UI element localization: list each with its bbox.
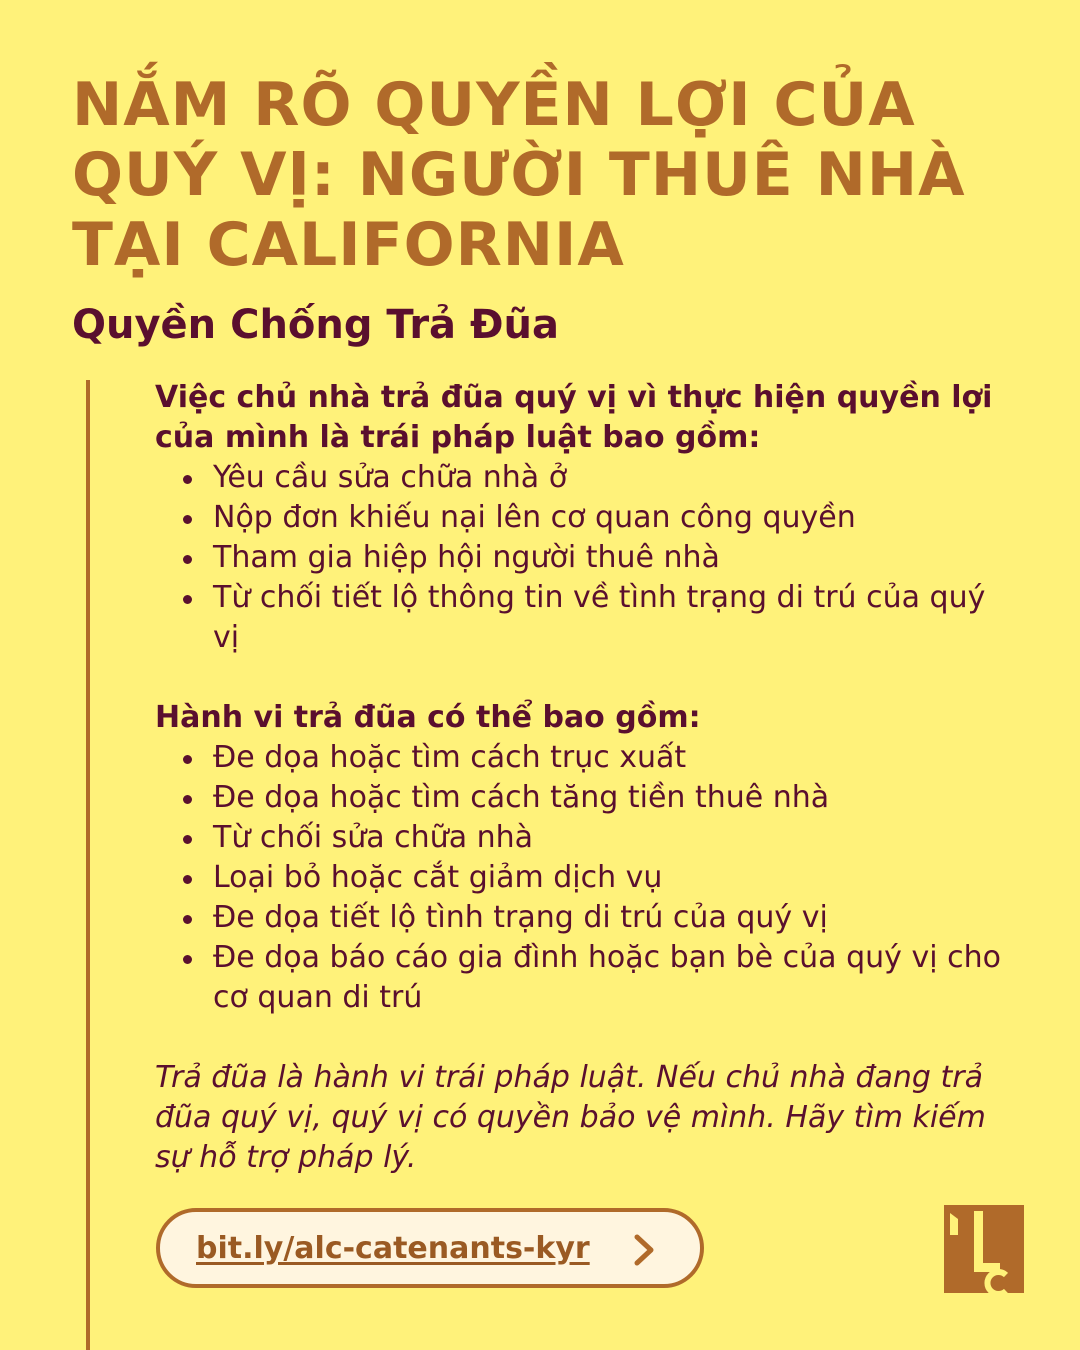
content-block [155, 378, 1005, 1178]
resource-link[interactable]: bit.ly/alc-catenants-kyr [196, 1230, 590, 1266]
alc-logo-icon [944, 1205, 1024, 1293]
list-item: Đe dọa hoặc tìm cách trục xuất [155, 738, 1005, 778]
section-heading: Quyền Chống Trả Đũa [72, 302, 559, 348]
vertical-divider [86, 380, 90, 1350]
list-item: Yêu cầu sửa chữa nhà ở [155, 458, 1005, 498]
section1-list [155, 458, 1005, 658]
chevron-right-icon [632, 1234, 656, 1266]
spacer [155, 1018, 1005, 1058]
list-item: Đe dọa hoặc tìm cách tăng tiền thuê nhà [155, 778, 1005, 818]
section2-lead: Hành vi trả đũa có thể bao gồm: [155, 700, 701, 735]
list-item: Nộp đơn khiếu nại lên cơ quan công quyền [155, 498, 1005, 538]
list-item: Đe dọa báo cáo gia đình hoặc bạn bè của quý vị cho cơ quan di trú [155, 938, 1005, 1018]
spacer [155, 658, 1005, 698]
list-item: Tham gia hiệp hội người thuê nhà [155, 538, 1005, 578]
list-item: Từ chối tiết lộ thông tin về tình trạng di trú của quý vị [155, 578, 1005, 658]
list-item: Loại bỏ hoặc cắt giảm dịch vụ [155, 858, 1005, 898]
page-title: NẮM RÕ QUYỀN LỢI CỦA QUÝ VỊ: NGƯỜI THUÊ NHÀ TẠI CALIFORNIA [72, 70, 966, 280]
section2-list [155, 738, 1005, 1018]
section1-lead: Việc chủ nhà trả đũa quý vị vì thực hiện quyền lợi của mình là trái pháp luật bao gồm: [155, 380, 993, 455]
legal-note: Trả đũa là hành vi trái pháp luật. Nếu chủ nhà đang trả đũa quý vị, quý vị có quyền bảo vệ mình. Hãy tìm kiếm sự hỗ trợ pháp lý. [155, 1060, 986, 1175]
list-item: Từ chối sửa chữa nhà [155, 818, 1005, 858]
resource-link-button[interactable] [156, 1208, 704, 1288]
list-item: Đe dọa tiết lộ tình trạng di trú của quý vị [155, 898, 1005, 938]
